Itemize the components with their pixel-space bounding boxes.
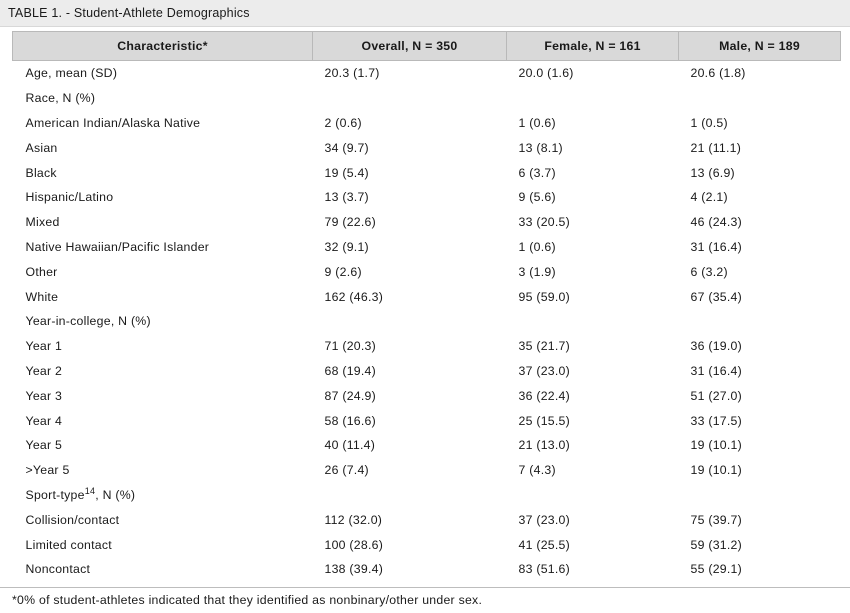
cell-female: 37 (23.0)	[518, 512, 570, 527]
cell-overall: 162 (46.3)	[324, 289, 384, 304]
cell-overall: 40 (11.4)	[324, 438, 376, 453]
demographics-table	[12, 31, 841, 582]
reference-superscript: 14	[84, 485, 96, 496]
cell-overall: 13 (3.7)	[324, 190, 369, 205]
cell-female	[507, 309, 679, 334]
table-row	[13, 61, 841, 86]
cell-overall: 34 (9.7)	[324, 140, 369, 155]
cell-overall: 100 (28.6)	[324, 537, 384, 552]
cell-male: 19 (10.1)	[690, 463, 742, 478]
table-row	[13, 507, 841, 532]
table-body	[13, 61, 841, 582]
row-label: Year 4	[25, 413, 63, 428]
cell-overall	[313, 309, 507, 334]
table-row	[13, 383, 841, 408]
table-row	[13, 160, 841, 185]
cell-male: 67 (35.4)	[690, 289, 742, 304]
cell-male: 1 (0.5)	[690, 115, 728, 130]
cell-female: 25 (15.5)	[518, 413, 570, 428]
cell-overall: 19 (5.4)	[324, 165, 369, 180]
cell-overall: 79 (22.6)	[324, 215, 376, 230]
table-row	[13, 111, 841, 136]
caption-bar	[0, 0, 850, 27]
cell-male: 4 (2.1)	[690, 190, 728, 205]
cell-female: 7 (4.3)	[518, 463, 556, 478]
cell-overall: 26 (7.4)	[324, 463, 369, 478]
row-label: Year 1	[25, 339, 63, 354]
cell-male: 75 (39.7)	[690, 512, 742, 527]
cell-male	[679, 309, 841, 334]
table-row	[13, 408, 841, 433]
cell-male	[679, 86, 841, 111]
row-label: Noncontact	[25, 562, 91, 577]
cell-overall	[313, 483, 507, 508]
header-characteristic: Characteristic*	[13, 32, 313, 61]
cell-male: 13 (6.9)	[690, 165, 735, 180]
table-row	[13, 135, 841, 160]
table-row	[13, 359, 841, 384]
cell-female: 20.0 (1.6)	[518, 66, 574, 81]
table-row	[13, 86, 841, 111]
row-label: Year 2	[25, 363, 63, 378]
header-female: Female, N = 161	[507, 32, 679, 61]
row-label: Black	[25, 165, 57, 180]
row-label: Other	[25, 264, 58, 279]
cell-male: 19 (10.1)	[690, 438, 742, 453]
cell-female: 83 (51.6)	[518, 562, 570, 577]
cell-male: 20.6 (1.8)	[690, 66, 746, 81]
table-footnote: *0% of student-athletes indicated that they identified as nonbinary/other under sex.	[12, 593, 483, 607]
cell-female: 1 (0.6)	[518, 115, 556, 130]
cell-overall: 138 (39.4)	[324, 562, 384, 577]
cell-female: 9 (5.6)	[518, 190, 556, 205]
row-label: Limited contact	[25, 537, 112, 552]
cell-overall: 2 (0.6)	[324, 115, 362, 130]
footnote-divider	[0, 587, 850, 588]
cell-overall: 87 (24.9)	[324, 388, 376, 403]
cell-male	[679, 483, 841, 508]
row-label: Collision/contact	[25, 512, 120, 527]
cell-female	[507, 483, 679, 508]
cell-overall: 71 (20.3)	[324, 339, 376, 354]
cell-overall: 20.3 (1.7)	[324, 66, 380, 81]
header-row	[13, 32, 841, 61]
demographics-table-container	[12, 31, 840, 582]
table-row	[13, 334, 841, 359]
table-row	[13, 235, 841, 260]
cell-female: 35 (21.7)	[518, 339, 570, 354]
row-label: Year 3	[25, 388, 63, 403]
cell-overall: 9 (2.6)	[324, 264, 362, 279]
table-row	[13, 532, 841, 557]
cell-male: 46 (24.3)	[690, 215, 742, 230]
cell-male: 6 (3.2)	[690, 264, 728, 279]
table-row	[13, 259, 841, 284]
table-row	[13, 284, 841, 309]
cell-female: 3 (1.9)	[518, 264, 556, 279]
table-row	[13, 458, 841, 483]
cell-male: 59 (31.2)	[690, 537, 742, 552]
row-label: Native Hawaiian/Pacific Islander	[25, 239, 210, 254]
cell-overall: 112 (32.0)	[324, 512, 383, 527]
cell-female: 21 (13.0)	[518, 438, 570, 453]
row-label: Hispanic/Latino	[25, 190, 114, 205]
row-label: Mixed	[25, 215, 60, 230]
cell-male: 33 (17.5)	[690, 413, 742, 428]
cell-female: 6 (3.7)	[518, 165, 556, 180]
cell-overall: 32 (9.1)	[324, 239, 369, 254]
cell-female	[507, 86, 679, 111]
cell-female: 37 (23.0)	[518, 363, 570, 378]
row-label-sport-type	[13, 483, 313, 508]
table-row	[13, 433, 841, 458]
table-row	[13, 557, 841, 582]
row-label: Race, N (%)	[25, 91, 96, 106]
table-row	[13, 309, 841, 334]
cell-female: 41 (25.5)	[518, 537, 570, 552]
row-label: Age, mean (SD)	[25, 66, 118, 81]
header-overall: Overall, N = 350	[313, 32, 507, 61]
cell-male: 51 (27.0)	[690, 388, 742, 403]
row-label: Asian	[25, 140, 58, 155]
row-label: White	[25, 289, 59, 304]
cell-male: 55 (29.1)	[690, 562, 742, 577]
row-label: American Indian/Alaska Native	[25, 115, 201, 130]
row-label-suffix: , N (%)	[95, 487, 136, 502]
table-row	[13, 185, 841, 210]
cell-male: 31 (16.4)	[690, 239, 742, 254]
cell-male: 36 (19.0)	[690, 339, 742, 354]
header-male: Male, N = 189	[679, 32, 841, 61]
row-label: Year 5	[25, 438, 63, 453]
cell-female: 1 (0.6)	[518, 239, 556, 254]
row-label-text: Sport-type	[25, 487, 85, 502]
cell-female: 95 (59.0)	[518, 289, 570, 304]
cell-female: 33 (20.5)	[518, 215, 570, 230]
table-row	[13, 210, 841, 235]
cell-overall: 68 (19.4)	[324, 363, 376, 378]
table-caption: TABLE 1. - Student-Athlete Demographics	[8, 6, 250, 20]
cell-female: 36 (22.4)	[518, 388, 570, 403]
cell-overall: 58 (16.6)	[324, 413, 376, 428]
row-label: >Year 5	[25, 463, 70, 478]
cell-female: 13 (8.1)	[518, 140, 563, 155]
row-label: Year-in-college, N (%)	[25, 314, 151, 329]
table-row	[13, 483, 841, 508]
cell-male: 31 (16.4)	[690, 363, 742, 378]
cell-overall	[313, 86, 507, 111]
cell-male: 21 (11.1)	[690, 140, 742, 155]
